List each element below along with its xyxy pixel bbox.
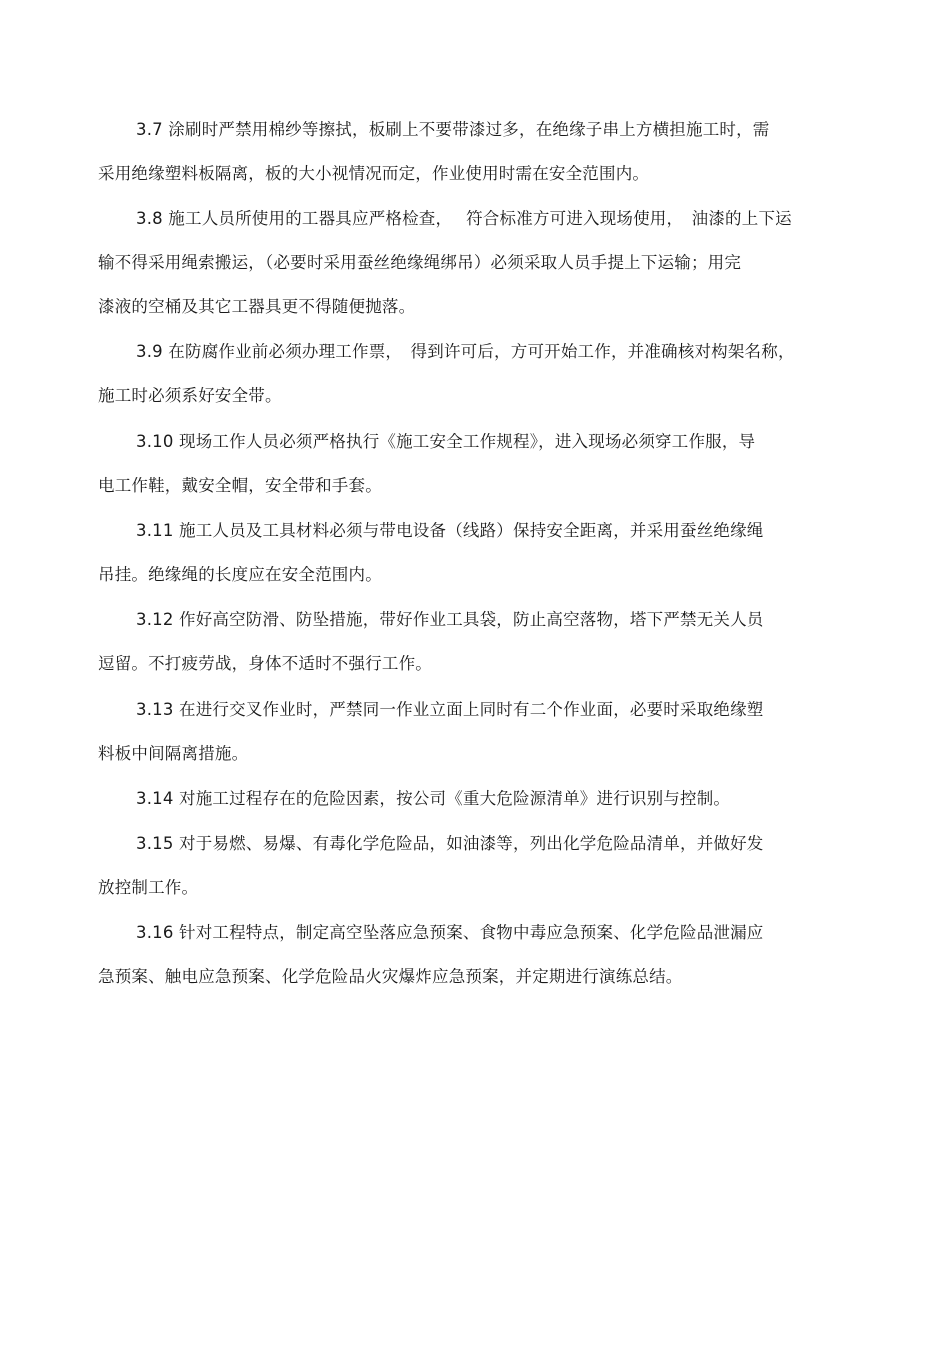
paragraph-3-8 [98,197,858,329]
paragraph-line: 逗留。不打疲劳战，身体不适时不强行工作。 [98,654,432,673]
paragraph-number: 3.10 [136,432,174,451]
paragraph-number: 3.13 [136,700,174,719]
paragraph-number: 3.16 [136,923,174,942]
paragraph-3-13 [98,688,858,776]
paragraph-line: 输不得采用绳索搬运，（必要时采用蚕丝绝缘绳绑吊）必须采取人员手提上下运输；用完 [98,253,742,272]
paragraph-number: 3.8 [136,209,163,228]
paragraph-line: 对于易燃、易爆、有毒化学危险品，如油漆等，列出化学危险品清单，并做好发 [179,834,764,853]
paragraph-3-14 [98,777,858,821]
paragraph-3-16 [98,911,858,999]
paragraph-number: 3.15 [136,834,174,853]
paragraph-line: 施工时必须系好安全带。 [98,386,282,405]
paragraph-line: 急预案、触电应急预案、化学危险品火灾爆炸应急预案，并定期进行演练总结。 [98,967,683,986]
paragraph-line: 作好高空防滑、防坠措施，带好作业工具袋，防止高空落物，塔下严禁无关人员 [179,610,764,629]
paragraph-line: 电工作鞋，戴安全帽，安全带和手套。 [98,476,382,495]
paragraph-line: 放控制工作。 [98,878,199,897]
paragraph-3-9 [98,330,858,418]
paragraph-line: 涂刷时严禁用棉纱等擦拭，板刷上不要带漆过多，在绝缘子串上方横担施工时，需 [168,120,770,139]
paragraph-line: 在进行交叉作业时，严禁同一作业立面上同时有二个作业面，必要时采取绝缘塑 [179,700,764,719]
paragraph-line: 在防腐作业前必须办理工作票， 得到许可后，方可开始工作，并准确核对构架名称， [168,342,795,361]
paragraph-3-10 [98,420,858,508]
paragraph-number: 3.14 [136,789,174,808]
paragraph-line: 现场工作人员必须严格执行《施工安全工作规程》，进入现场必须穿工作服，导 [179,432,756,451]
paragraph-3-12 [98,598,858,686]
paragraph-line: 吊挂。绝缘绳的长度应在安全范围内。 [98,565,382,584]
paragraph-number: 3.9 [136,342,163,361]
paragraph-line: 漆液的空桶及其它工器具更不得随便抛落。 [98,297,416,316]
paragraph-number: 3.12 [136,610,174,629]
paragraph-line: 料板中间隔离措施。 [98,744,249,763]
paragraph-3-7 [98,108,858,196]
paragraph-line: 对施工过程存在的危险因素，按公司《重大危险源清单》进行识别与控制。 [179,789,731,808]
paragraph-line: 施工人员所使用的工器具应严格检查， 符合标准方可进入现场使用， 油漆的上下运 [168,209,792,228]
paragraph-line: 针对工程特点，制定高空坠落应急预案、食物中毒应急预案、化学危险品泄漏应 [179,923,764,942]
paragraph-3-11 [98,509,858,597]
paragraph-line: 施工人员及工具材料必须与带电设备（线路）保持安全距离，并采用蚕丝绝缘绳 [179,521,764,540]
paragraph-3-15 [98,822,858,910]
paragraph-line: 采用绝缘塑料板隔离，板的大小视情况而定，作业使用时需在安全范围内。 [98,164,650,183]
paragraph-number: 3.11 [136,521,174,540]
paragraph-number: 3.7 [136,120,163,139]
